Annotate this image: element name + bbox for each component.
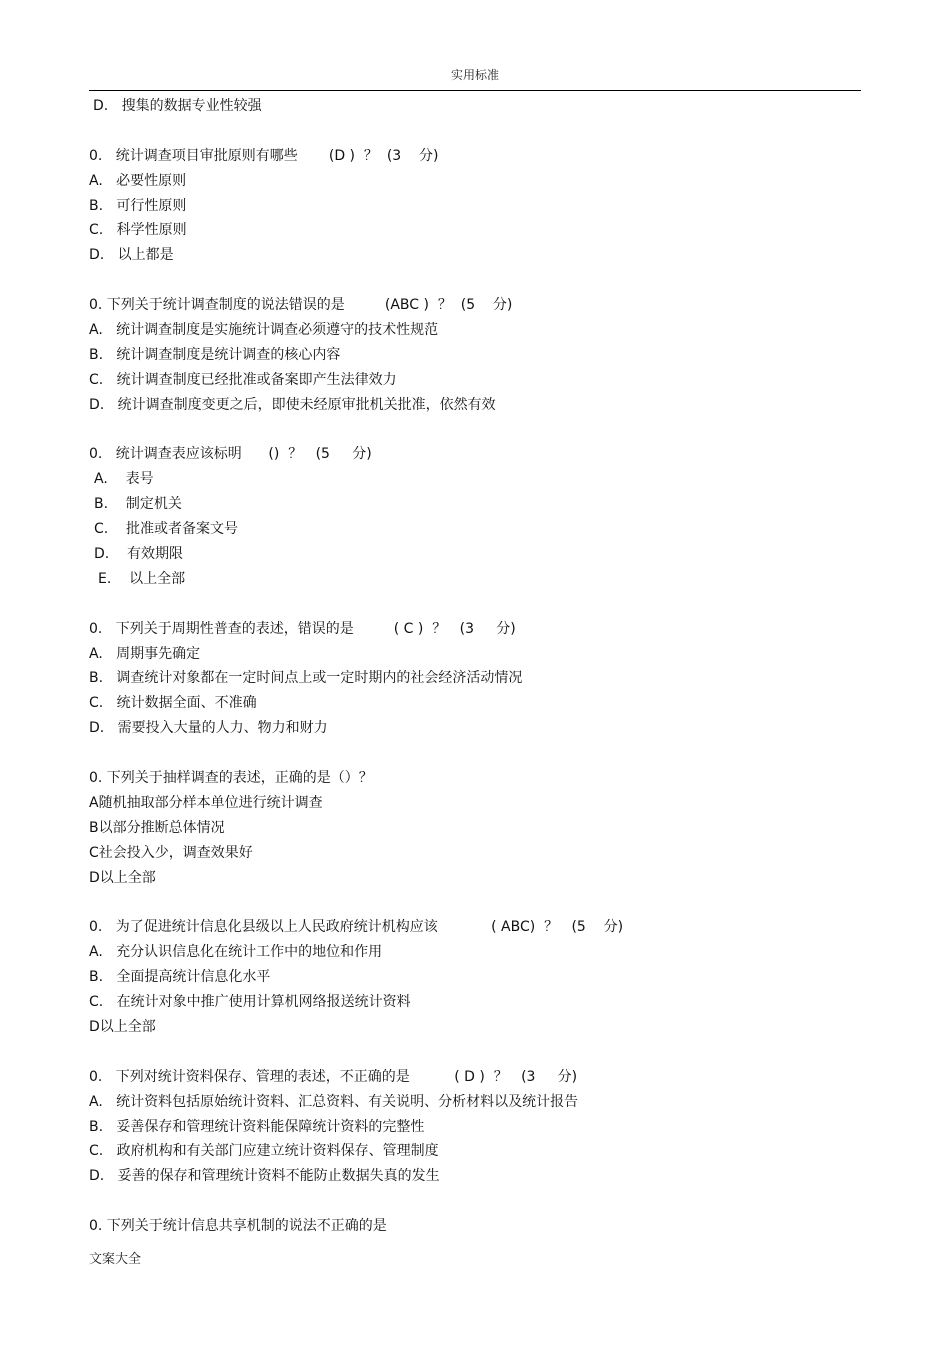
option-line: C. 科学性原则 bbox=[89, 222, 187, 239]
question-line: 0. 下列关于周期性普查的表述，错误的是 ( C ) ？ (3 分) bbox=[89, 620, 516, 637]
option-line: D以上全部 bbox=[89, 869, 156, 886]
page-header: 实用标准 bbox=[450, 68, 499, 82]
option-line: B. 调查统计对象都在一定时间点上或一定时期内的社会经济活动情况 bbox=[89, 670, 523, 687]
option-line: C. 政府机构和有关部门应建立统计资料保存、管理制度 bbox=[89, 1143, 439, 1160]
option-line: A. 统计资料包括原始统计资料、汇总资料、有关说明、分析材料以及统计报告 bbox=[89, 1093, 579, 1110]
question-line: 0. 统计调查表应该标明 () ？ (5 分) bbox=[89, 446, 372, 463]
blank-line bbox=[89, 1189, 861, 1214]
blank-line bbox=[89, 592, 861, 617]
question-line: 0. 下列关于统计信息共享机制的说法不正确的是 bbox=[89, 1218, 387, 1235]
option-line: C. 在统计对象中推广使用计算机网络报送统计资料 bbox=[89, 994, 411, 1011]
option-line: D. 有效期限 bbox=[94, 546, 184, 563]
option-line: B. 制定机关 bbox=[94, 496, 182, 513]
blank-line bbox=[89, 268, 861, 293]
option-line: A. 必要性原则 bbox=[89, 172, 187, 189]
option-line: D以上全部 bbox=[89, 1018, 156, 1035]
question-line: 0. 为了促进统计信息化县级以上人民政府统计机构应该 ( ABC) ？ (5 分) bbox=[89, 919, 624, 936]
blank-line bbox=[89, 1040, 861, 1065]
option-line: A. 充分认识信息化在统计工作中的地位和作用 bbox=[89, 944, 383, 961]
option-line: A. 统计调查制度是实施统计调查必须遵守的技术性规范 bbox=[89, 322, 439, 339]
option-line: B以部分推断总体情况 bbox=[89, 819, 225, 836]
question-line: 0. 下列对统计资料保存、管理的表述，不正确的是 ( D ) ？ (3 分) bbox=[89, 1068, 578, 1085]
blank-line bbox=[89, 741, 861, 766]
option-line: C. 统计调查制度已经批准或备案即产生法律效力 bbox=[89, 371, 397, 388]
option-line: C. 统计数据全面、不准确 bbox=[89, 695, 257, 712]
option-line: B. 妥善保存和管理统计资料能保障统计资料的完整性 bbox=[89, 1118, 425, 1135]
option-line: D. 妥善的保存和管理统计资料不能防止数据失真的发生 bbox=[89, 1168, 440, 1185]
question-line: 0. 下列关于抽样调查的表述，正确的是（）？ bbox=[89, 770, 373, 787]
option-line: B. 统计调查制度是统计调查的核心内容 bbox=[89, 346, 341, 363]
option-line: D. 统计调查制度变更之后，即使未经原审批机关批准，依然有效 bbox=[89, 396, 496, 413]
option-line: A. 周期事先确定 bbox=[89, 645, 201, 662]
blank-line bbox=[89, 891, 861, 916]
blank-line bbox=[89, 119, 861, 144]
question-line: 0. 下列关于统计调查制度的说法错误的是 (ABC ) ？ (5 分) bbox=[89, 297, 513, 314]
option-line: C社会投入少，调查效果好 bbox=[89, 844, 253, 861]
question-line: 0. 统计调查项目审批原则有哪些 (D ) ？ (3 分) bbox=[89, 147, 439, 164]
option-line: C. 批准或者备案文号 bbox=[94, 521, 239, 538]
option-line: B. 全面提高统计信息化水平 bbox=[89, 969, 271, 986]
blank-line bbox=[89, 418, 861, 443]
option-line: A. 表号 bbox=[94, 471, 154, 488]
option-line: A随机抽取部分样本单位进行统计调查 bbox=[89, 794, 323, 811]
option-line: D. 搜集的数据专业性较强 bbox=[93, 98, 262, 114]
header-rule bbox=[89, 90, 861, 91]
option-line: D. 以上都是 bbox=[89, 247, 174, 264]
document-body bbox=[89, 94, 861, 1239]
option-line: B. 可行性原则 bbox=[89, 197, 187, 214]
page-footer: 文案大全 bbox=[89, 1252, 142, 1267]
option-line: E. 以上全部 bbox=[98, 570, 186, 587]
option-line: D. 需要投入大量的人力、物力和财力 bbox=[89, 720, 328, 737]
